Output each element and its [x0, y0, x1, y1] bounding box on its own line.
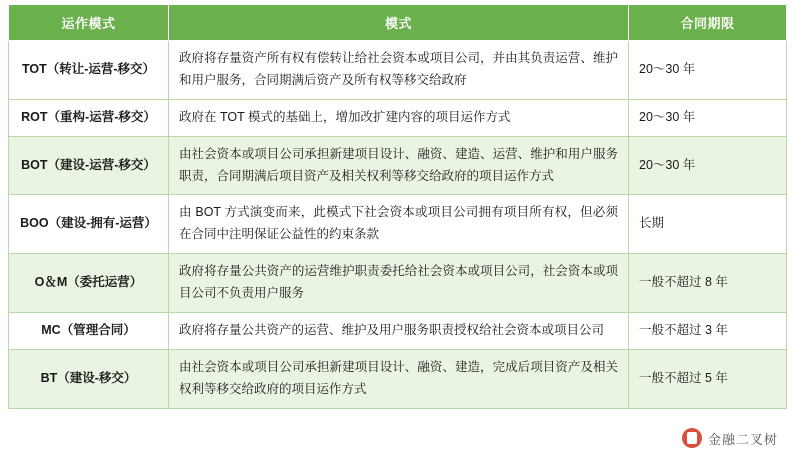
cell-term: 一般不超过 8 年	[629, 254, 787, 313]
cell-mode-name: BOT（建设-运营-移交）	[9, 136, 169, 195]
cell-term: 一般不超过 5 年	[629, 349, 787, 408]
cell-term: 一般不超过 3 年	[629, 312, 787, 349]
cell-description: 由社会资本或项目公司承担新建项目设计、融资、建造、运营、维护和用户服务职责，合同期满后项目资产及相关权利等移交给政府的项目运作方式	[169, 136, 629, 195]
cell-term: 20～30 年	[629, 41, 787, 100]
table-row	[9, 41, 787, 100]
cell-description: 由 BOT 方式演变而来，此模式下社会资本或项目公司拥有项目所有权，但必须在合同中注明保证公益性的约束条款	[169, 195, 629, 254]
apple-logo-icon	[682, 428, 702, 448]
header-cell-term: 合同期限	[629, 5, 787, 41]
cell-description: 政府将存量公共资产的运营、维护及用户服务职责授权给社会资本或项目公司	[169, 312, 629, 349]
ppp-modes-table	[8, 4, 787, 409]
table-row	[9, 254, 787, 313]
cell-description: 政府将存量资产所有权有偿转让给社会资本或项目公司，并由其负责运营、维护和用户服务，合同期满后资产及所有权等移交给政府	[169, 41, 629, 100]
cell-mode-name: BT（建设-移交）	[9, 349, 169, 408]
table-row	[9, 136, 787, 195]
cell-mode-name: O＆M（委托运营）	[9, 254, 169, 313]
header-cell-mode-name: 运作模式	[9, 5, 169, 41]
cell-mode-name: MC（管理合同）	[9, 312, 169, 349]
watermark	[676, 425, 784, 451]
table-row	[9, 312, 787, 349]
cell-description: 政府在 TOT 模式的基础上，增加改扩建内容的项目运作方式	[169, 99, 629, 136]
table-row	[9, 349, 787, 408]
table-row	[9, 195, 787, 254]
table-body	[9, 41, 787, 409]
header-row	[9, 5, 787, 41]
cell-mode-name: ROT（重构-运营-移交）	[9, 99, 169, 136]
cell-term: 长期	[629, 195, 787, 254]
cell-term: 20～30 年	[629, 136, 787, 195]
table-header	[9, 5, 787, 41]
table-row	[9, 99, 787, 136]
watermark-label: 金融二叉树	[707, 431, 778, 447]
header-cell-description: 模式	[169, 5, 629, 41]
cell-description: 政府将存量公共资产的运营维护职责委托给社会资本或项目公司，社会资本或项目公司不负责用户服务	[169, 254, 629, 313]
cell-mode-name: TOT（转让-运营-移交）	[9, 41, 169, 100]
cell-term: 20～30 年	[629, 99, 787, 136]
cell-description: 由社会资本或项目公司承担新建项目设计、融资、建造，完成后项目资产及相关权利等移交给政府的项目运作方式	[169, 349, 629, 408]
cell-mode-name: BOO（建设-拥有-运营）	[9, 195, 169, 254]
